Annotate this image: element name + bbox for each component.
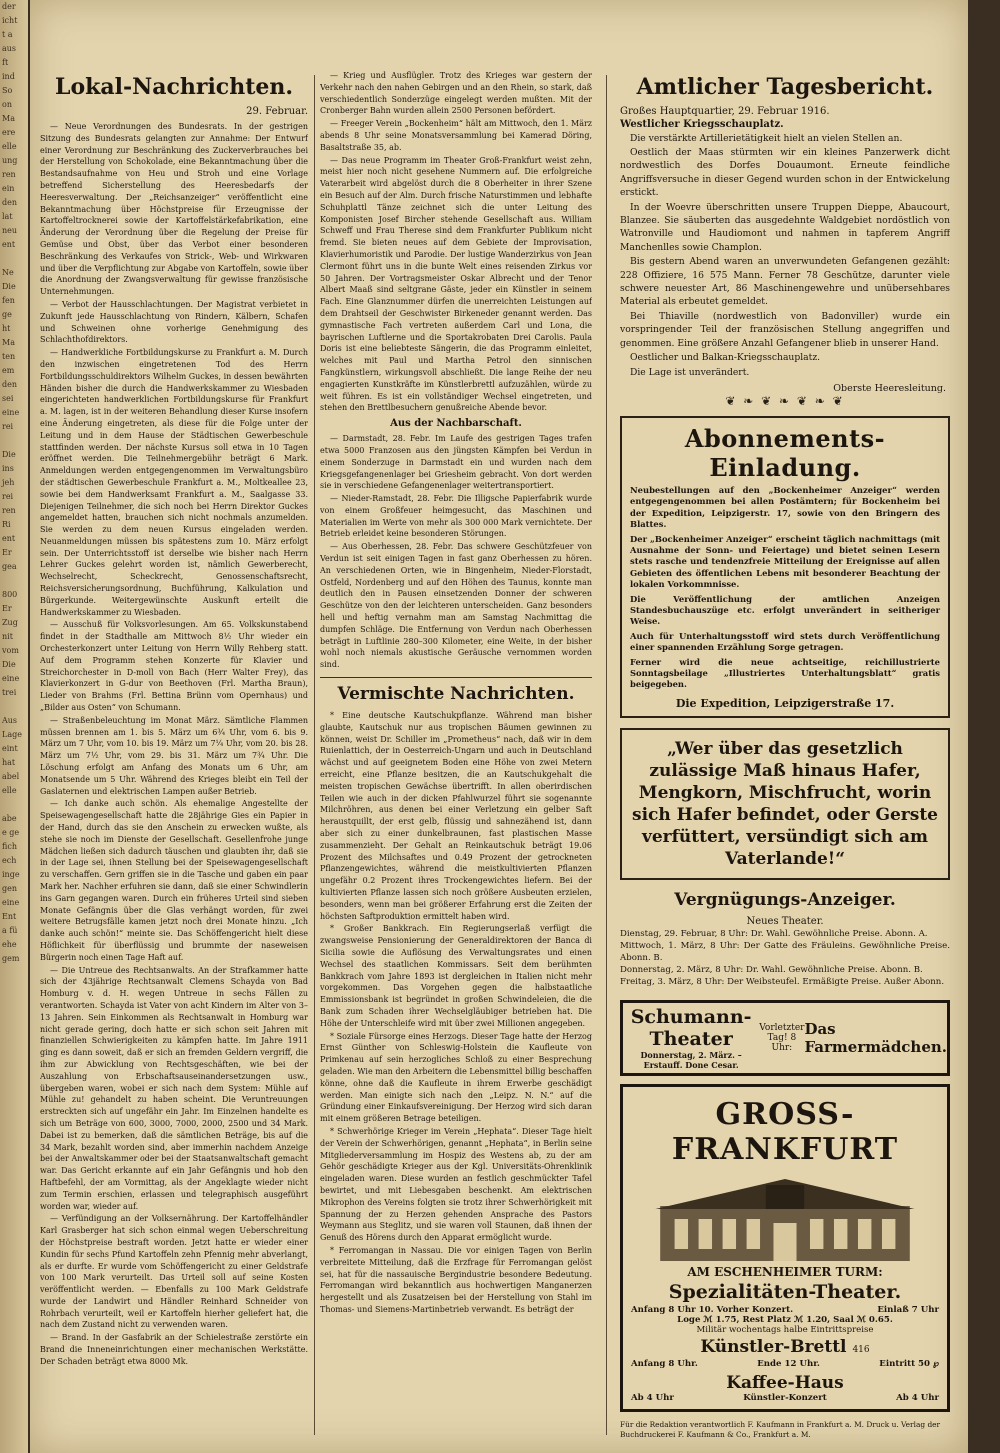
subscription-invitation — [620, 416, 950, 718]
official-report-heading: Amtlicher Tagesbericht. — [636, 74, 934, 100]
previous-page-fragment: ind — [2, 72, 15, 81]
previous-page-fragment: ent — [2, 240, 16, 249]
previous-page-fragment: gen — [2, 884, 18, 893]
report-paragraph: Die Lage ist unverändert. — [630, 366, 750, 378]
previous-page-fragment: eint — [2, 744, 18, 753]
ornament-divider: ❦ ❧ ❦ ❧ ❦ ❧ ❦ — [725, 393, 845, 408]
previous-page-fragment: ere — [2, 128, 16, 137]
previous-page-fragment: sei — [2, 394, 14, 403]
schumann-footer: Donnerstag, 2. März. – Erstauff. Done Cesar. — [640, 1049, 742, 1070]
local-news-body — [40, 121, 308, 1368]
subscription-text: Ferner wird die neue achtseitige, reichillustrierte Sonntagsbeilage „Illustriertes Unterhaltungsblatt“ gratis beigegeben. — [630, 656, 940, 690]
kuenstler-brettl: Künstler-Brettl 416 — [700, 1336, 870, 1357]
theater-schedule — [620, 928, 950, 988]
miscellaneous-body — [320, 710, 592, 1316]
front-heading: Westlicher Kriegsschauplatz. — [620, 118, 784, 130]
article-paragraph: — Handwerkliche Fortbildungskurse zu Frankfurt a. M. Durch den inzwischen eingetretenen Tod des Herrn Fortbildungsschuldirektors Wilhelm Guckes, in dessen bewährten Händen bisher die durch die Handwerkskammer zu Wiesbaden eingerichteten handwerklichen Fortbildungskurse für Frankfurt a. M. lagen, ist in der weiteren Behandlung dieser Kurse insofern eine Änderung eingetreten, als diese für die Folge unter der Leitung und in dem Hause der Städtischen Gewerbeschule stattfinden werden. Der nächste Kursus soll etwa in 10 Tagen eröffnet werden. Die Teilnehmergebühr beträgt 6 Mark. Anmeldungen werden entgegengenommen im Verwaltungsbüro der städtischen Gewerbeschule Frankfurt a. M., Moltkeallee 23, sowie bei dem Handwerksamt Frankfurt a. M., Saalgasse 33. Diejenigen Teilnehmer, die sich noch bei Herrn Direktor Guckes angemeldet hatten, brauchen sich nicht nochmals anzumelden. Sie werden zu dem neuen Kursus eingeladen werden. Neuanmeldungen müssen bis spätestens zum 10. März erfolgt sein. Der Unterrichtsstoff ist derselbe wie bisher nach Herrn Lehrer Guckes gelehrt worden ist, nämlich Gewerberecht, Wechselrecht, Scheckrecht, Genossenschaftsrecht, Reichsversicherungsordnung, Buchführung, Kalkulation und Bürgerkunde. Weitergewünschte Auskunft erteilt die Handwerkskammer zu Wiesbaden. — [40, 348, 308, 617]
previous-page-fragment: elle — [2, 142, 17, 151]
schedule-entry: Mittwoch, 1. März, 8 Uhr: Der Gatte des Fräuleins. Gewöhnliche Preise. Abonn. B. — [620, 940, 950, 963]
previous-page-fragment: gem — [2, 954, 20, 963]
schumann-theater-ad — [620, 1000, 950, 1076]
previous-page-fragment: gea — [2, 562, 17, 571]
previous-page-fragment: fen — [2, 296, 15, 305]
previous-page-fragment: aus — [2, 44, 17, 53]
imprint: Für die Redaktion verantwortlich F. Kaufmann in Frankfurt a. M. Druck u. Verlag der Buchdruckerei F. Kaufmann & Co., Frankfurt a. M. — [620, 1419, 941, 1439]
previous-page-fragment: Aus — [2, 716, 18, 725]
previous-page-fragment: fich — [2, 842, 17, 851]
article-paragraph: — Das neue Programm im Theater Groß-Frankfurt weist zehn, meist hier noch nicht gesehene Nummern auf. Die erfolgreiche Vaterarbeit wird abgelöst durch die 8 Oberheiter in ihrer Szene ein Besuch auf der Alm. Durch frische Naturstimmen und lebhafte Schuhplattl Tänze zeichnet sich die unter Leitung des Komponisten Josef Bircher stehende Gesellschaft aus. William Schweff und Frau Therese sind dem Frankfurter Publikum nicht fremd. Sie bieten neues auf dem Gebiete der Improvisation, Klavierhumoristik und Parodie. Der lustige Wanderzirkus von Jean Clermont führt uns in die bunte Welt eines reisenden Zirkus vor 50 Jahren. Der Vortragsmeister Oskar Albrecht und der Tenor Albert Maaß sind seltgrane Gäste, jeder ein Künstler in seinem Fach. Eine Glanznummer dürfen die unerreichten Leistungen auf dem Drahtseil der Geschwister Birkeneder genannt werden. Das gymnastische Fach vertreten außerdem Carl und Lona, die bayrischen Luftlerne und die Sportakrobaten Drei Carolis. Paula Doris ist eine beliebteste Sängerin, die das Programm einleitet, welches mit Paul und Martha Petrol den sinnischen Fangkünstlern, wirkungsvoll abschließt. Die lange Reihe der neu engagierten Kunstkräfte im Künstlerbrettl aufzuzählen, würde zu weit führen. Es ist ein vollständiger Wechsel eingetreten, und stehen den Brettlbesuchern genußreiche Abende bevor. — [320, 155, 592, 413]
previous-page-fragment: Zug — [2, 618, 18, 627]
schedule-entry: Freitag, 3. März, 8 Uhr: Der Weibsteufel. Ermäßigte Preise. Außer Abonn. — [620, 976, 945, 987]
gross-military: Militär wochentags halbe Eintrittspreise — [696, 1324, 874, 1335]
previous-page-fragments — [0, 0, 28, 966]
schumann-play: Das Farmermädchen. — [804, 1019, 948, 1056]
previous-page-fragment: vom — [2, 646, 19, 655]
previous-page-fragment: Ma — [2, 338, 15, 347]
previous-page-fragment: eine — [2, 408, 20, 417]
column-local-news — [40, 70, 308, 1440]
previous-page-fragment: Ri — [2, 520, 11, 529]
previous-page-fragment: Ne — [2, 268, 14, 277]
article-paragraph: — Verbot der Hausschlachtungen. Der Magistrat verbietet in Zukunft jede Hausschlachtung von Rindern, Kälbern, Schafen und Schweinen ohne vorherige Genehmigung des Schlachthofdirektors. — [40, 299, 308, 345]
previous-page-fragment: Ent — [2, 912, 17, 921]
previous-page-fragment: abe — [2, 814, 17, 823]
previous-page-fragment: Die — [2, 450, 16, 459]
report-paragraph: Oestlich der Maas stürmten wir ein kleines Panzerwerk dicht nordwestlich des Dorfes Douaumont. Erneute feindliche Angriffsversuche in dieser Gegend wurden schon in der Entwickelung erstickt. — [620, 147, 950, 199]
previous-page-fragment: rei — [2, 492, 14, 501]
subscription-title: Abonnements-Einladung. — [684, 423, 886, 482]
brettl-end: Ende 12 Uhr. — [757, 1358, 820, 1369]
article-paragraph: * Großer Bankkrach. Ein Regierungserlaß verfügt die zwangsweise Pensionierung der Generaldirektoren der Banca di Sicilia sowie die Auflösung des Verwaltungsrates und einen Wechsel des staatlichen Kommissars. Seit dem berühmten Bankkrach vom Jahre 1893 ist dergleichen in Italien nicht mehr vorgekommen. Das Vorgehen gegen die halbstaatliche Emmissionsbank ist begründet in großen Schwindeleien, die die Bank zum Schaden ihrer Wechselgläubiger betrieben hat. Die Höhe der Unterschleife wird mit über zwei Millionen angegeben. — [320, 924, 592, 1028]
signature: Oberste Heeresleitung. — [833, 382, 946, 394]
schumann-name: Schumann-Theater — [630, 1005, 752, 1050]
expedition-line: Die Expedition, Leipzigerstraße 17. — [675, 696, 895, 710]
previous-page-fragment: ent — [2, 534, 16, 543]
previous-page-fragment: rei — [2, 422, 14, 431]
previous-page-fragment: ten — [2, 352, 16, 361]
article-paragraph: * Eine deutsche Kautschukpflanze. Während man bisher glaubte, Kautschuk nur aus tropischen Bäumen gewinnen zu können, weist Dr. Schiller im „Prometheus“ nach, daß wir in dem Ruienlattich, der in Oesterreich-Ungarn und auch in Deutschland wächst und auf geeignetem Boden eine Höhe von zwei Metern erreicht, eine Pflanze besitzen, die an Kautschukgehalt die meisten tropischen Gewächse übertrifft. In allen oberirdischen Teilen wie auch in der dicken Pfahlwurzel führt sie sogenannte Milchröhren, aus denen bei einer Verletzung ein gelber Saft heraustquillt, der erst gelb, flüssig und sahnezähend ist, dann aber sich zu einer dunkelbraunen, fast plastischen Masse zusammenzieht. Der Gehalt an Reinkautschuk beträgt 19.06 Prozent des Milchsaftes und 0.49 Prozent der getrockneten Pflanzengewichtes, während die meistkultivierten Pflanzen ungefähr 0.2 Prozent ihres Trockengewichtes liefern. Bei der kultivierten Pflanze lassen sich noch größere Ausbeuten erzielen, besonders, wenn man bei größerer Erfahrung erst die Zeiten der höchsten Saftproduktion ermittelt haben wird. — [320, 711, 592, 921]
report-paragraph: Bei Thiaville (nordwestlich von Badonviller) wurde ein vorspringender Teil der französischen Stellung angegriffen und genommen. Eine größere Anzahl Gefangener blieb in unserer Hand. — [620, 310, 950, 349]
previous-page-fragment: ein — [2, 184, 15, 193]
previous-page-fragment — [0, 252, 28, 266]
previous-page-fragment: t a — [2, 30, 13, 39]
column-official — [620, 70, 950, 1440]
column-divider — [314, 75, 315, 1435]
local-news-date: 29. Februar. — [246, 106, 308, 117]
neighborhood-heading: Aus der Nachbarschaft. — [390, 418, 522, 430]
gross-prices: Loge ℳ 1.75, Rest Platz ℳ 1.20, Saal ℳ 0.65. — [677, 1314, 893, 1325]
subscription-text: Neubestellungen auf den „Bockenheimer Anzeiger“ werden entgegengenommen bei allen Postämtern; für Bockenheim bei der Expedition, Leipzigerstr. 17, sowie von den Bringern des Blattes. — [630, 484, 940, 530]
previous-page-fragment: Er — [2, 604, 12, 613]
previous-page-fragment: a fü — [2, 926, 18, 935]
article-paragraph: — Aus Oberhessen, 28. Febr. Das schwere Geschützfeuer von Verdun ist seit einigen Tagen in fast ganz Oberhessen zu hören. An verschiedenen Orten, wie in Bingenheim, Nieder-Florstadt, Ostfeld, Nordenberg und auf den Höhen des Taunus, konnte man deutlich den in Pausen einsetzenden Donner der schweren Geschütze von den der leichteren unterscheiden. Ganz besonders hell und heftig vernahm man am Samstag Nachmittag die dumpfen Schläge. Die Entfernung von Verdun nach Oberhessen beträgt in Luftlinie 280–300 Kilometer, eine Weite, in der bisher wohl noch niemals akustische Geräusche vernommen worden sind. — [320, 542, 592, 670]
column-misc — [320, 70, 592, 1440]
previous-page-fragment: ft — [2, 58, 9, 67]
previous-page-fragment — [0, 434, 28, 448]
article-paragraph: — Nieder-Ramstadt, 28. Febr. Die Illigsche Papierfabrik wurde von einem Großfeuer heimgesucht, das Maschinen und Materialien im Werte von mehr als 300 000 Mark vernichtete. Der Betrieb erleidet keine besonderen Störungen. — [320, 494, 592, 539]
previous-page-fragment: Er — [2, 548, 12, 557]
article-paragraph: * Ferromangan in Nassau. Die vor einigen Tagen von Berlin verbreitete Mitteilung, daß die Erzfrage für Ferromangan gelöst sei, hat für die nassauische Bergindustrie besondere Bedeutung. Ferromangan wird bekanntlich aus hochwertigen Manganerzen hergestellt und als Zusatzeisen bei der Herstellung von Stahl im Thomas- und Siemens-Martinbetrieb verwandt. Es beträgt der — [320, 1245, 592, 1314]
previous-page-fragment: hat — [2, 758, 16, 767]
previous-page-fragment: inge — [2, 870, 20, 879]
gross-frankfurt-name: GROSS-FRANKFURT — [671, 1096, 899, 1167]
previous-page-fragment — [0, 798, 28, 812]
amusement-heading: Vergnügungs-Anzeiger. — [674, 889, 896, 910]
previous-page-fragment: ech — [2, 856, 17, 865]
article-paragraph: — Neue Verordnungen des Bundesrats. In der gestrigen Sitzung des Bundesrats gelangten zur Annahme: Der Entwurf einer Verordnung zur Beschränkung des Zuckerverbrauches bei der Herstellung von Schokolade, eine Bekanntmachung über die Bestandsaufnahme von Heu und Stroh und eine Vorlage betreffend Sicherstellung des Heeresbedarfs der Heeresverwaltung. Der „Reichsanzeiger“ veröffentlicht eine Bekanntmachung über Höchstpreise für Erzeugnisse der Kartoffeltrocknerei sowie der Kartoffelstärkefabrikation, eine Änderung der Verordnung über die Regelung der Preise für Gemüse und Obst, über das Verbot einer besonderen Beschränkung des Verkaufes von Strick-, Web- und Wirkwaren und über die Verpflichtung zur Abgabe von Kartoffeln, sowie über die Anordnung der Zwangsverwaltung für gewisse französische Unternehmungen. — [40, 122, 308, 297]
gross-specialty: Spezialitäten-Theater. — [668, 1280, 902, 1303]
previous-page-fragment: e ge — [2, 828, 20, 837]
previous-page-fragment: Ma — [2, 114, 15, 123]
article-paragraph: — Die Untreue des Rechtsanwalts. An der Strafkammer hatte sich der 43jährige Rechtsanwalt Clemens Schayda von Bad Homburg v. d. H. wegen Untreue in sechs Fällen zu verantworten. Schayda ist Vater von acht Kindern im Alter von 3–13 Jahren. Sein Einkommen als Rechtsanwalt in Homburg war nicht gerade gering, doch hatte er sich schon seit Jahren mit finanziellen Schwierigkeiten zu kämpfen hatte. Im Jahre 1911 ging es dann soweit, daß er sich an fremden Geldern vergriff, die ihm zur Abwicklung von Rechtsgeschäften, wie bei der Auszahlung von Erbschaftsauseinandersetzungen usw., übergeben waren, wobei er sich nach dem System: Mühle auf Mühle zu! gehandelt zu haben scheint. Die Veruntreuungen erstreckten sich auf ungefähr ein Jahr. Im Einzelnen handelte es sich um Beträge von 600, 3000, 7000, 2000, 2500 und 34 Mark. Dabei ist zu bemerken, daß die sämtlichen Beträge, bis auf die 34 Mark, bezahlt worden sind, aber immerhin nachdem Anzeige bei der Anwaltskammer oder bei der Staatsanwaltschaft gemacht war. Das Gericht erkannte auf ein Jahr Gefängnis und hob den Haftbefehl, der am Vormittag, als der Angeklagte wieder nicht zum Termin erschien, erlassen und telegraphisch ausgeführt worden war, wieder auf. — [40, 965, 308, 1211]
article-paragraph: — Straßenbeleuchtung im Monat März. Sämtliche Flammen müssen brennen am 1. bis 5. März um 6¾ Uhr, vom 6. bis 9. März um 7 Uhr, vom 10. bis 19. März um 7¼ Uhr, vom 20. bis 28. März um 7½ Uhr, vom 29. bis 31. März um 7¾ Uhr. Die Löschung erfolgt am Anfang des Monats um 6 Uhr, am Monatsende um 5 Uhr. Während des Krieges bleibt ein Teil der Gaslaternen und elektrischen Lampen außer Betrieb. — [40, 715, 308, 796]
misc-top-body — [320, 70, 592, 414]
previous-page-fragment: Die — [2, 660, 16, 669]
subscription-text: Auch für Unterhaltungsstoff wird stets durch Veröffentlichung einer spannenden Erzählung Sorge getragen. — [630, 630, 940, 653]
amusement-section — [620, 890, 950, 988]
previous-page-fragment: eine — [2, 898, 20, 907]
kaffee-haus: Kaffee-Haus — [726, 1372, 844, 1393]
feed-warning: „Wer über das gesetzlich zulässige Maß hinaus Hafer, Mengkorn, Mischfrucht, worin sich Hafer befindet, oder Gerste verfüttert, versündigt sich am Vaterlande!“ — [620, 728, 950, 880]
previous-page-fragment: 800 — [2, 590, 18, 599]
cafe-concert: Künstler-Konzert — [743, 1392, 827, 1403]
section-rule — [320, 677, 592, 678]
previous-page-fragment — [0, 574, 28, 588]
schedule-entry: Donnerstag, 2. März, 8 Uhr: Dr. Wahl. Gewöhnliche Preise. Abonn. B. — [620, 964, 923, 975]
subscription-text: Die Veröffentlichung der amtlichen Anzeigen Standesbuchauszüge etc. erfolgt unverändert in seitheriger Weise. — [630, 593, 940, 627]
previous-page-fragment: ren — [2, 170, 16, 179]
gross-admission: Einlaß 7 Uhr — [877, 1304, 939, 1315]
previous-page-fragment: jeh — [2, 478, 15, 487]
previous-page-fragment: Lage — [2, 730, 22, 739]
previous-page-fragment: den — [2, 198, 18, 207]
previous-page-fragment: den — [2, 380, 18, 389]
previous-page-fragment: icht — [2, 16, 18, 25]
previous-page-fragment: neu — [2, 226, 18, 235]
article-paragraph: — Ich danke auch schön. Als ehemalige Angestellte der Speisewagengesellschaft hatte die 28jährige Gies ein Papier in der Hand, durch das sie den Anschein zu erwecken wußte, als stehe sie noch im Dienste der Gesellschaft. Gesellenfrohe junge Mädchen ließen sich dadurch täuschen und glaubten ihr, daß sie in der Lage sei, ihnen Stellung bei der Speisewagengesellschaft zu verschaffen. Gern griffen sie in die Tasche und gaben ein paar Mark her. Nachher erfuhren sie dann, daß sie einer Schwindlerin ins Garn gegangen waren. Durch ein früheres Urteil sind sieben Monate Gefängnis über die Glas verhängt worden, für zwei weitere Betrugsfälle kamen jetzt noch drei Monate hinzu. „Ich danke auch schön!“ meinte sie. Das Schöffengericht hielt diese Höflichkeit für überflüssig und brummte der naseweisen Bürgerin noch einen Tage Haft auf. — [40, 799, 308, 962]
previous-page-fragment: on — [2, 100, 12, 109]
gross-location: AM ESCHENHEIMER TURM: — [687, 1264, 883, 1279]
neighborhood-body — [320, 433, 592, 671]
article-paragraph: — Brand. In der Gasfabrik an der Schielestraße zerstörte ein Brand die Inneneinrichtungen einer mechanischen Werkstätte. Der Schaden beträgt etwa 8000 Mk. — [40, 1333, 308, 1366]
previous-page-fragment: ins — [2, 464, 14, 473]
schedule-entry: Dienstag, 29. Februar, 8 Uhr: Dr. Wahl. Gewöhnliche Preise. Abonn. A. — [620, 928, 928, 939]
previous-page-edge — [0, 0, 28, 1453]
local-news-heading: Lokal-Nachrichten. — [54, 74, 294, 100]
report-paragraph: Bis gestern Abend waren an unverwundeten Gefangenen gezählt: 228 Offiziere, 16 575 Mann. Ferner 78 Geschütze, darunter viele schwere neuester Art, 86 Maschinengewehre und unübersehbares Material als erbeutet gemeldet. — [620, 256, 950, 308]
article-paragraph: — Freeger Verein „Bockenheim“ hält am Mittwoch, den 1. März abends 8 Uhr seine Monatsversammlung bei Kamerad Döring, Basaltstraße 35, ab. — [320, 119, 592, 152]
cafe-open: Ab 4 Uhr — [631, 1392, 674, 1403]
article-paragraph: — Krieg und Ausflügler. Trotz des Krieges war gestern der Verkehr nach den nahen Gebirgen und an den Rhein, so stark, daß verschiedentlich Sonderzüge eingelegt werden mußten. Mit der Cronberger Bahn wurden allein 2500 Personen befördert. — [320, 71, 592, 116]
brettl-price: Eintritt 50 ℘ — [879, 1358, 939, 1369]
previous-page-fragment: So — [2, 86, 13, 95]
cafe-open-2: Ab 4 Uhr — [896, 1392, 939, 1403]
official-report-body — [620, 132, 950, 379]
article-paragraph: — Darmstadt, 28. Febr. Im Laufe des gestrigen Tages trafen etwa 5000 Franzosen aus den jüngsten Kämpfen bei Verdun in einem Sonderzuge in Darmstadt ein und wurden nach dem Kriegsgefangenenlager bei Griesheim gebracht. Von dort werden sie in verschiedene Gefangenenlager weitertransportiert. — [320, 434, 592, 491]
previous-page-fragment: elle — [2, 786, 17, 795]
theater-building-illustration — [641, 1171, 929, 1261]
previous-page-fragment: ehe — [2, 940, 17, 949]
article-paragraph: * Schwerhörige Krieger im Verein „Hephata“. Dieser Tage hielt der Verein der Schwerhörigen, genannt „Hephata“, in Berlin seine Mitgliederversammlung im Hospiz des Westens ab, zu der am Gehör geschädigte Krieger aus der Kgl. Universitäts-Ohrenklinik eingeladen waren. Diese wurden an festlich geschmückter Tafel bewirtet, und mit Liebesgaben beschenkt. Am elektrischen Mikrophon des Vereins folgten sie trotz ihrer Schwerhörigkeit mit Spannung der zu Herzen gehenden Ansprache des Pastors Weymann aus Steglitz, und sie waren voll Staunen, daß ihnen der Genuß des Hörens durch den Apparat ermöglicht wurde. — [320, 1126, 592, 1243]
theater-name: Neues Theater. — [746, 915, 824, 927]
previous-page-fragment: ht — [2, 324, 11, 333]
report-paragraph: In der Woevre überschritten unsere Truppen Dieppe, Abaucourt, Blanzee. Sie säuberten das ausgedehnte Waldgebiet nordöstlich von Watronville und Haudiomont und nahmen in tapferem Angriff Manchenlles sowie Champlon. — [620, 201, 950, 253]
miscellaneous-heading: Vermischte Nachrichten. — [337, 684, 575, 705]
previous-page-fragment: em — [2, 366, 15, 375]
previous-page-fragment: ung — [2, 156, 18, 165]
gross-frankfurt-ad — [620, 1084, 950, 1412]
previous-page-fragment — [0, 700, 28, 714]
previous-page-fragment: trei — [2, 688, 17, 697]
article-paragraph: * Soziale Fürsorge eines Herzogs. Dieser Tage hatte der Herzog Ernst Günther von Schleswig-Holstein die Kaufleute von Primkenau auf sein herzogliches Schloß zu einer Besprechung geladen. Wie man den Arbeitern die Lebensmittel billig beschaffen könne, ohne daß die Kaufleute in ihrem Erwerbe geschädigt werden. Man einigte sich nach den „Leipz. N. N.“ auf die Gründung einer Einkaufsvereinigung. Der Herzog wird sich daran mit einem größeren Betrage beteiligen. — [320, 1031, 592, 1124]
previous-page-fragment: ren — [2, 506, 16, 515]
previous-page-fragment: Die — [2, 282, 16, 291]
column-divider — [606, 75, 607, 1435]
previous-page-fragment: nit — [2, 632, 13, 641]
gross-start: Anfang 8 Uhr 10. Vorher Konzert. — [631, 1304, 794, 1315]
previous-page-fragment: eine — [2, 674, 20, 683]
brettl-start: Anfang 8 Uhr. — [631, 1358, 698, 1369]
previous-page-fragment: abel — [2, 772, 20, 781]
article-paragraph: — Verfündigung an der Volksernährung. Der Kartoffelhändler Karl Grasberger hat sich schon einmal wegen Ueberschreitung der Höchstpreise bestraft worden. Jetzt hatte er wieder einer Kundin für sechs Pfund Kartoffeln zehn Pfennig mehr abverlangt, als er durfte. Er wurde vom Schöffengericht zu einer Geldstrafe von 100 Mark verurteilt. Das Urteil soll auf seine Kosten veröffentlicht werden. — Ebenfalls zu 100 Mark Geldstrafe wurde der Landwirt und Händler Reinhard Schneider von Rohrbach verurteilt, weil er Kartoffeln hierher geliefert hat, die nach dem Zustand nicht zu verwenden waren. — [40, 1214, 308, 1330]
official-dateline: Großes Hauptquartier, 29. Februar 1916. — [620, 106, 830, 117]
subscription-text: Der „Bockenheimer Anzeiger“ erscheint täglich nachmittags (mit Ausnahme der Sonn- und Feiertage) und bietet seinen Lesern stets rasche und tendenzfreie Mitteilung der Ereignisse auf allen Gebieten des öffentlichen Lebens mit besonderer Beachtung der lokalen Vorkommnisse. — [630, 533, 940, 590]
report-paragraph: Oestlicher und Balkan-Kriegsschauplatz. — [630, 352, 821, 364]
report-paragraph: Die verstärkte Artillerietätigkeit hielt an vielen Stellen an. — [630, 132, 903, 144]
previous-page-fragment: ge — [2, 310, 12, 319]
newspaper-page — [30, 0, 968, 1453]
previous-page-fragment: der — [2, 2, 16, 11]
previous-page-fragment: lat — [2, 212, 13, 221]
article-paragraph: — Ausschuß für Volksvorlesungen. Am 65. Volkskunstabend findet in der Stadthalle am Mittwoch 8½ Uhr wieder ein Orchesterkonzert unter Leitung von Herrn Willy Rehberg statt. Auf dem Programm stehen Konzerte für Klavier und Streichorchester in D-moll von Bach (Herr Walter Frey), das Klavierkonzert in G-dur von Beethoven (Frl. Martha Braun), Lieder von Brahms (Frl. Bettina Brünn vom Opernhaus) und „Bilder aus Osten“ von Schumann. — [40, 620, 308, 713]
schumann-today: Vorletzter Tag! 8 Uhr: — [759, 1022, 805, 1053]
